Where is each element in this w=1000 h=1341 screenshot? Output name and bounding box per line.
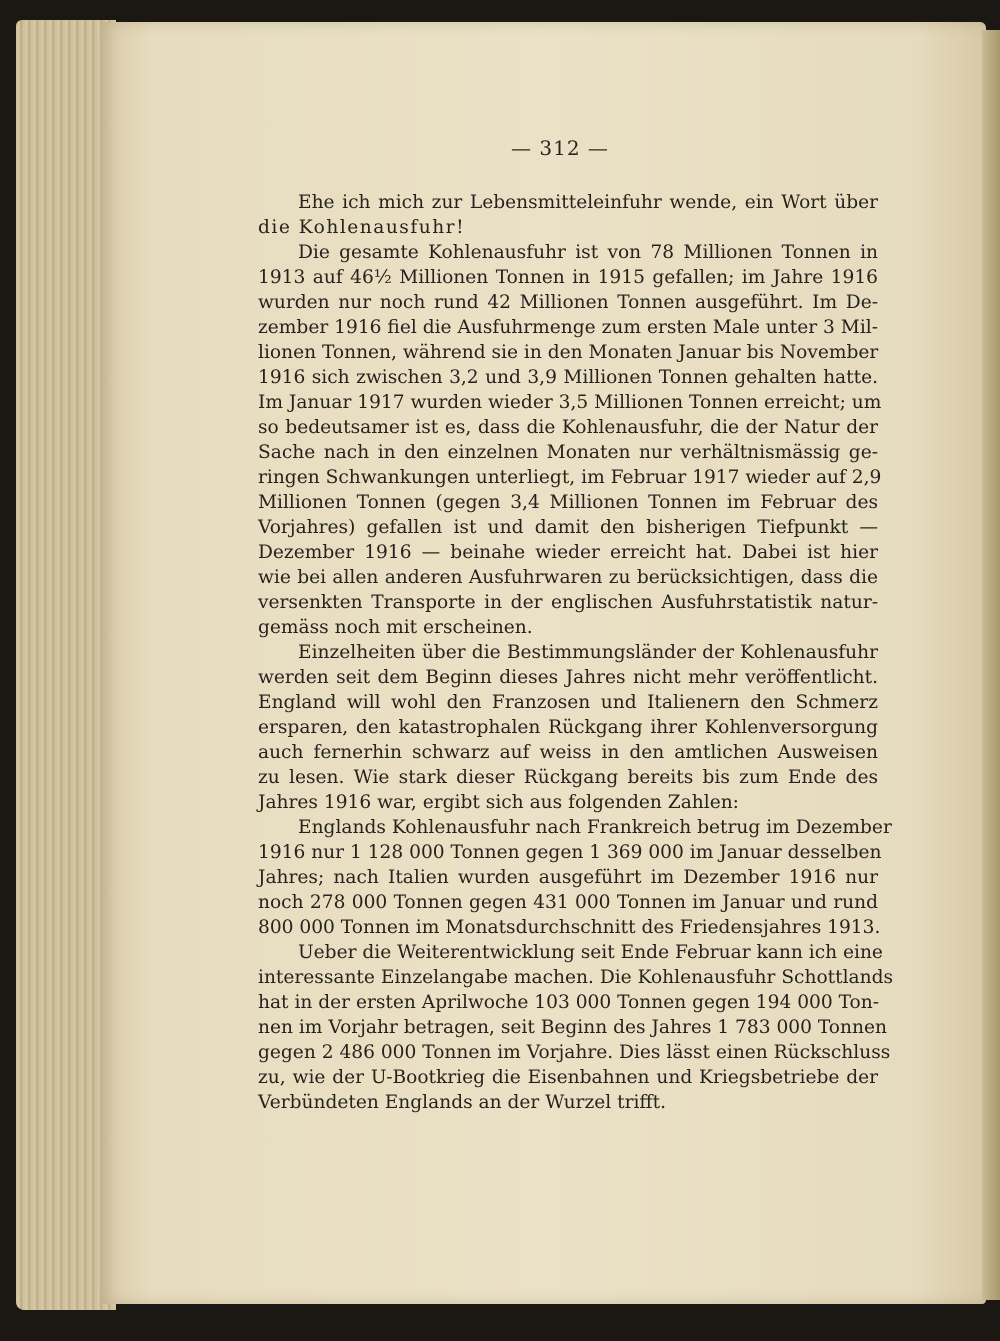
text-line: auch fernerhin schwarz auf weiss in den amtlichen Ausweisen [258,742,878,763]
text-line: zu lesen. Wie stark dieser Rückgang bereits bis zum Ende des [258,767,878,788]
text-line: noch 278 000 Tonnen gegen 431 000 Tonnen im Januar und rund [258,892,878,913]
text-line: Ehe ich mich zur Lebensmitteleinfuhr wende, ein Wort über [298,192,878,213]
text-line: versenkten Transporte in der englischen Ausfuhrstatistik natur- [258,592,878,613]
text-line: 800 000 Tonnen im Monatsdurchschnitt des Friedensjahres 1913. [258,917,881,938]
text-line: Dezember 1916 — beinahe wieder erreicht hat. Dabei ist hier [258,542,878,563]
text-line: Jahres 1916 war, ergibt sich aus folgenden Zahlen: [258,792,739,813]
text-line: interessante Einzelangabe machen. Die Kohlenausfuhr Schottlands [258,967,894,988]
text-line: Die gesamte Kohlenausfuhr ist von 78 Millionen Tonnen in [298,242,878,263]
text-line: Einzelheiten über die Bestimmungsländer der Kohlenausfuhr [298,642,878,663]
text-line: wurden nur noch rund 42 Millionen Tonnen ausgeführt. Im De- [258,292,878,313]
text-line: Millionen Tonnen (gegen 3,4 Millionen Tonnen im Februar des [258,492,878,513]
text-line: ringen Schwankungen unterliegt, im Februar 1917 wieder auf 2,9 [258,467,882,488]
book-right-edge [982,30,1000,1300]
text-line: Vorjahres) gefallen ist und damit den bisherigen Tiefpunkt — [258,517,878,538]
page-number: — 312 — [511,136,609,160]
text-line: lionen Tonnen, während sie in den Monaten Januar bis November [258,342,879,363]
text-line: ersparen, den katastrophalen Rückgang ihrer Kohlenversorgung [258,717,878,738]
text-line: zu, wie der U-Bootkrieg die Eisenbahnen und Kriegsbetriebe der [258,1067,878,1088]
text-line: Englands Kohlenausfuhr nach Frankreich betrug im Dezember [298,817,892,838]
text-line: Im Januar 1917 wurden wieder 3,5 Millionen Tonnen erreicht; um [258,392,882,413]
text-line: wie bei allen anderen Ausfuhrwaren zu berücksichtigen, dass die [258,567,878,588]
text-line: 1913 auf 46½ Millionen Tonnen in 1915 gefallen; im Jahre 1916 [258,267,878,288]
body-text [258,190,894,1115]
text-line: gemäss noch mit erscheinen. [258,617,533,638]
text-line: hat in der ersten Aprilwoche 103 000 Tonnen gegen 194 000 Ton- [258,992,880,1013]
text-line: Ueber die Weiterentwicklung seit Ende Februar kann ich eine [298,942,883,963]
text-line: Verbündeten Englands an der Wurzel trifft. [258,1092,666,1113]
text-line: Jahres; nach Italien wurden ausgeführt im Dezember 1916 nur [258,867,878,888]
text-line: nen im Vorjahr betragen, seit Beginn des Jahres 1 783 000 Tonnen [258,1017,887,1038]
text-line: 1916 nur 1 128 000 Tonnen gegen 1 369 000 im Januar desselben [258,842,882,863]
text-line: Sache nach in den einzelnen Monaten nur verhältnismässig ge- [258,442,878,463]
text-line: so bedeutsamer ist es, dass die Kohlenausfuhr, die der Natur der [258,417,878,438]
text-line: 1916 sich zwischen 3,2 und 3,9 Millionen Tonnen gehalten hatte. [258,367,878,388]
text-line: gegen 2 486 000 Tonnen im Vorjahre. Dies lässt einen Rückschluss [258,1042,891,1063]
text-line: zember 1916 fiel die Ausfuhrmenge zum ersten Male unter 3 Mil- [258,317,878,338]
text-line: die Kohlenausfuhr! [258,217,466,238]
text-line: werden seit dem Beginn dieses Jahres nicht mehr veröffentlicht. [258,667,878,688]
text-line: England will wohl den Franzosen und Italienern den Schmerz [258,692,878,713]
